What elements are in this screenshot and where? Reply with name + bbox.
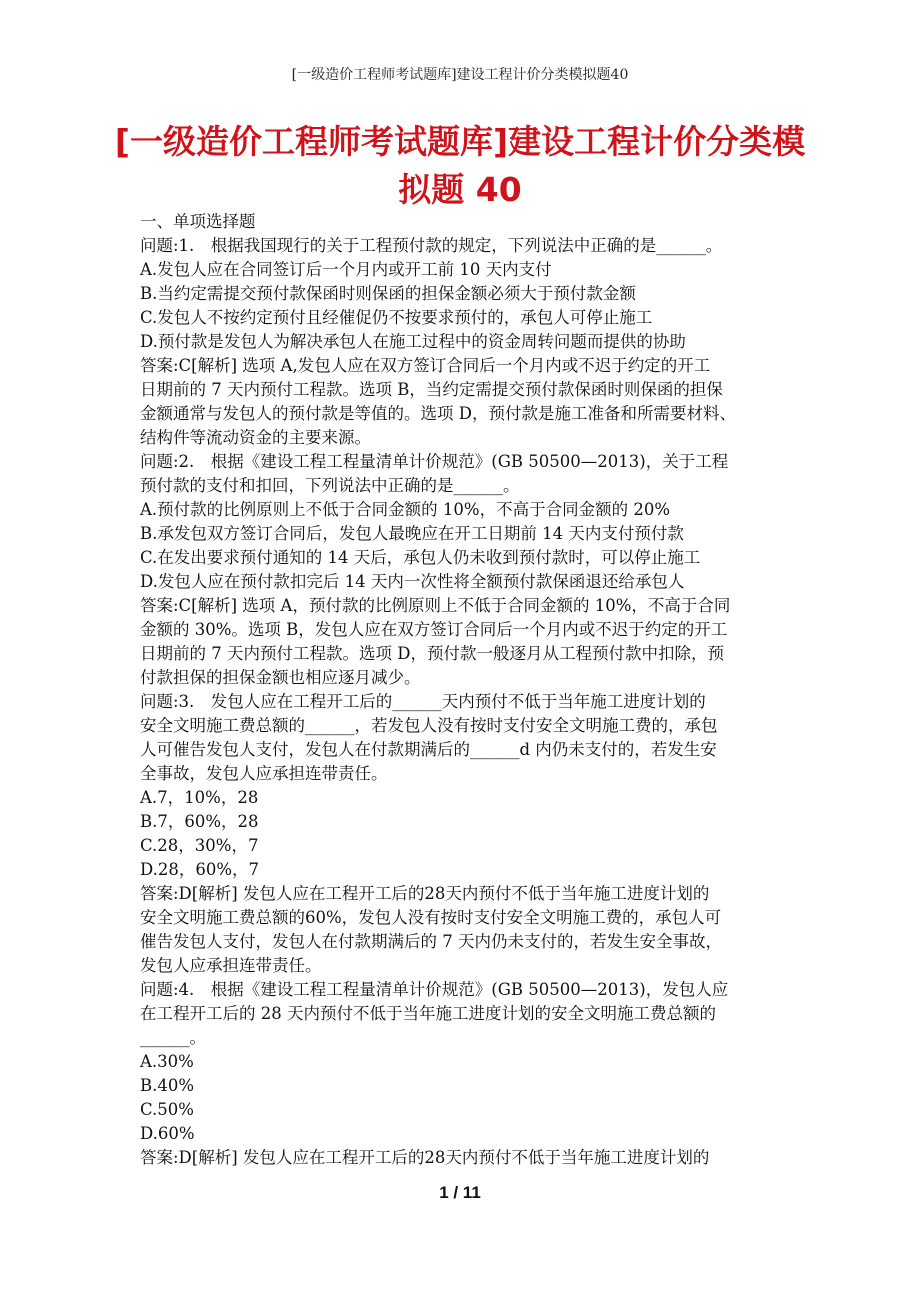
text-line: 答案:D[解析] 发包人应在工程开工后的28天内预付不低于当年施工进度计划的 bbox=[140, 1148, 710, 1167]
text-line: 金额的 30%。选项 B，发包人应在双方签订合同后一个月内或不迟于约定的开工 bbox=[140, 620, 728, 639]
text-line: 问题:3. 发包人应在工程开工后的______天内预付不低于当年施工进度计划的 bbox=[140, 692, 706, 711]
document-title bbox=[100, 118, 820, 214]
text-line: A.发包人应在合同签订后一个月内或开工前 10 天内支付 bbox=[140, 260, 552, 279]
text-line: 问题:4. 根据《建设工程工程量清单计价规范》(GB 50500—2013)，发包人应 bbox=[140, 980, 729, 999]
text-line: 一、单项选择题 bbox=[140, 212, 256, 231]
text-line: D.28，60%，7 bbox=[140, 860, 260, 879]
text-line: 日期前的 7 天内预付工程款。选项 D，预付款一般逐月从工程预付款中扣除，预 bbox=[140, 644, 724, 663]
text-line: A.预付款的比例原则上不低于合同金额的 10%，不高于合同金额的 20% bbox=[140, 500, 670, 519]
running-header: [一级造价工程师考试题库]建设工程计价分类模拟题40 bbox=[291, 67, 629, 83]
text-line: 答案:D[解析] 发包人应在工程开工后的28天内预付不低于当年施工进度计划的 bbox=[140, 884, 710, 903]
text-line: 在工程开工后的 28 天内预付不低于当年施工进度计划的安全文明施工费总额的 bbox=[140, 1004, 716, 1023]
text-line: D.发包人应在预付款扣完后 14 天内一次性将全额预付款保函退还给承包人 bbox=[140, 572, 685, 591]
text-line: ______。 bbox=[140, 1028, 206, 1047]
text-line: 安全文明施工费总额的60%，发包人没有按时支付安全文明施工费的，承包人可 bbox=[140, 908, 722, 927]
text-line: B.40% bbox=[140, 1076, 195, 1095]
text-line: 日期前的 7 天内预付工程款。选项 B，当约定需提交预付款保函时则保函的担保 bbox=[140, 380, 723, 399]
page-number: 1 / 11 bbox=[439, 1183, 481, 1202]
text-line: D.预付款是发包人为解决承包人在施工过程中的资金周转问题而提供的协助 bbox=[140, 332, 686, 351]
text-line: 发包人应承担连带责任。 bbox=[140, 956, 322, 975]
title-line-2: 拟题 40 bbox=[398, 170, 522, 209]
text-line: A.7，10%，28 bbox=[140, 788, 259, 807]
text-line: 金额通常与发包人的预付款是等值的。选项 D，预付款是施工准备和所需要材料、 bbox=[140, 404, 736, 423]
text-line: C.28，30%，7 bbox=[140, 836, 259, 855]
text-line: 安全文明施工费总额的______，若发包人没有按时支付安全文明施工费的，承包 bbox=[140, 716, 718, 735]
text-line: A.30% bbox=[140, 1052, 194, 1071]
text-line: C.50% bbox=[140, 1100, 194, 1119]
text-line: 答案:C[解析] 选项 A,发包人应在双方签订合同后一个月内或不迟于约定的开工 bbox=[140, 356, 711, 375]
text-line: C.在发出要求预付通知的 14 天后，承包人仍未收到预付款时，可以停止施工 bbox=[140, 548, 701, 567]
document-body bbox=[140, 210, 790, 1170]
text-line: D.60% bbox=[140, 1124, 195, 1143]
text-line: B.承发包双方签订合同后，发包人最晚应在开工日期前 14 天内支付预付款 bbox=[140, 524, 684, 543]
text-line: 人可催告发包人支付，发包人在付款期满后的______d 内仍未支付的，若发生安 bbox=[140, 740, 717, 759]
text-line: 全事故，发包人应承担连带责任。 bbox=[140, 764, 388, 783]
text-line: 催告发包人支付，发包人在付款期满后的 7 天内仍未支付的，若发生安全事故， bbox=[140, 932, 722, 951]
text-line: 问题:1. 根据我国现行的关于工程预付款的规定，下列说法中正确的是______。 bbox=[140, 236, 723, 255]
text-line: 预付款的支付和扣回，下列说法中正确的是______。 bbox=[140, 476, 520, 495]
text-line: C.发包人不按约定预付且经催促仍不按要求预付的，承包人可停止施工 bbox=[140, 308, 653, 327]
text-line: B.7，60%，28 bbox=[140, 812, 259, 831]
text-line: B.当约定需提交预付款保函时则保函的担保金额必须大于预付款金额 bbox=[140, 284, 636, 303]
text-line: 结构件等流动资金的主要来源。 bbox=[140, 428, 371, 447]
title-line-1: [一级造价工程师考试题库]建设工程计价分类模 bbox=[114, 122, 806, 161]
text-line: 问题:2. 根据《建设工程工程量清单计价规范》(GB 50500—2013)，关于工程 bbox=[140, 452, 729, 471]
text-line: 付款担保的担保金额也相应逐月减少。 bbox=[140, 668, 421, 687]
text-line: 答案:C[解析] 选项 A，预付款的比例原则上不低于合同金额的 10%，不高于合同 bbox=[140, 596, 731, 615]
